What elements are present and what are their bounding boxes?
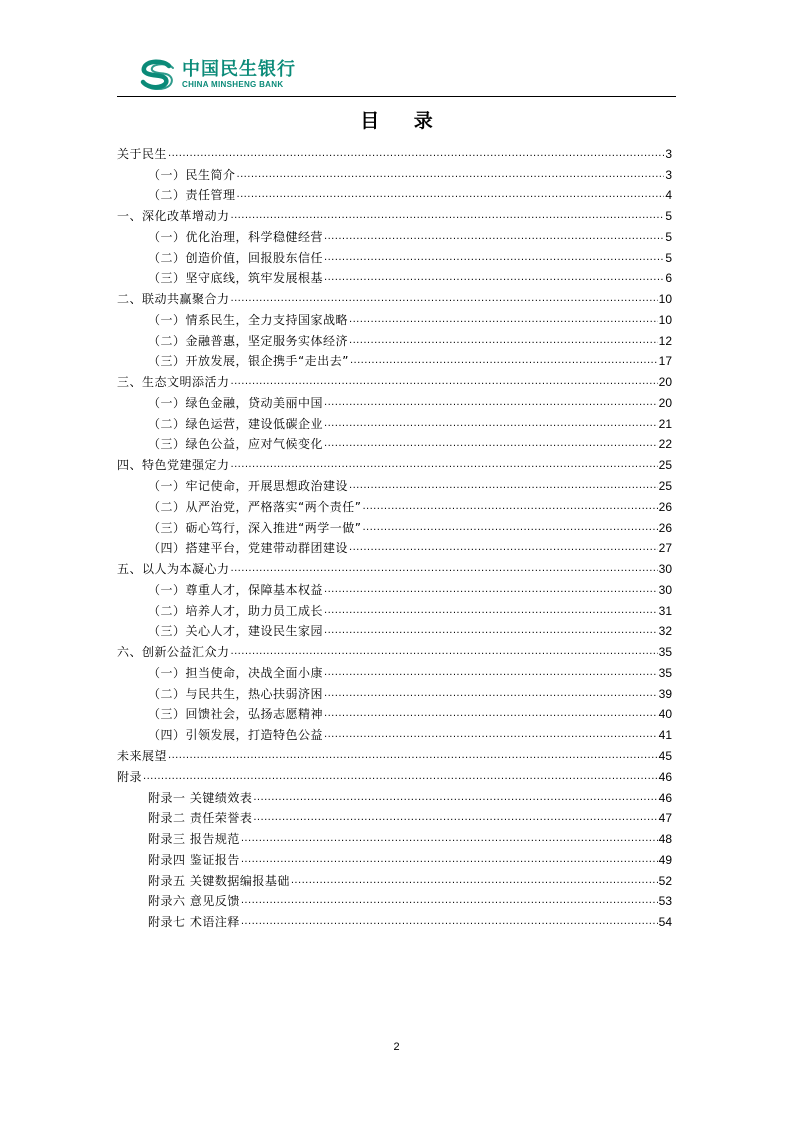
toc-entry-page: 22 — [658, 437, 672, 452]
toc-entry-page: 10 — [658, 312, 672, 327]
toc-entry[interactable] — [117, 514, 672, 535]
toc-entry-label: 附录五 关键数据编报基础 — [148, 873, 290, 888]
toc-entry[interactable] — [117, 846, 672, 867]
logo-text — [182, 60, 296, 90]
toc-entry-page: 26 — [658, 499, 672, 514]
toc-dot-leader — [324, 728, 658, 742]
toc-entry[interactable] — [117, 763, 672, 784]
toc-dot-leader — [241, 894, 658, 908]
toc-dot-leader — [231, 458, 658, 472]
toc-entry-page: 12 — [658, 333, 672, 348]
toc-entry[interactable] — [117, 721, 672, 742]
toc-entry-page: 41 — [658, 728, 672, 743]
toc-entry-label: （四）引领发展，打造特色公益 — [148, 728, 324, 743]
toc-entry-page: 30 — [658, 582, 672, 597]
toc-entry[interactable] — [117, 265, 672, 286]
toc-entry-label: （三）开放发展，银企携手“走出去” — [148, 354, 349, 369]
toc-entry-label: （二）金融普惠，坚定服务实体经济 — [148, 333, 349, 348]
toc-entry-label: （二）责任管理 — [148, 188, 236, 203]
toc-dot-leader — [168, 147, 664, 161]
toc-entry[interactable] — [117, 244, 672, 265]
toc-entry-page: 45 — [658, 748, 672, 763]
toc-entry-label: 三、生态文明添活力 — [117, 375, 230, 390]
toc-entry-label: （一）民生简介 — [148, 167, 236, 182]
toc-entry-page: 26 — [658, 520, 672, 535]
toc-entry-page: 20 — [658, 375, 672, 390]
toc-entry[interactable] — [117, 285, 672, 306]
toc-entry-page: 30 — [658, 562, 672, 577]
toc-entry-page: 31 — [658, 603, 672, 618]
logo-chinese-name: 中国民生银行 — [182, 59, 296, 80]
toc-dot-leader — [231, 562, 658, 576]
toc-dot-leader — [241, 832, 658, 846]
toc-dot-leader — [362, 521, 657, 535]
toc-dot-leader — [324, 230, 664, 244]
header-divider — [117, 96, 676, 97]
toc-entry-page: 54 — [658, 915, 672, 930]
toc-entry-page: 6 — [665, 271, 672, 286]
toc-entry-label: （二）培养人才，助力员工成长 — [148, 603, 324, 618]
toc-entry[interactable] — [117, 659, 672, 680]
toc-entry-page: 21 — [658, 416, 672, 431]
toc-dot-leader — [349, 313, 658, 327]
toc-dot-leader — [324, 624, 658, 638]
toc-dot-leader — [349, 541, 658, 555]
toc-entry-page: 5 — [665, 229, 672, 244]
toc-dot-leader — [324, 604, 658, 618]
toc-entry[interactable] — [117, 805, 672, 826]
toc-dot-leader — [231, 292, 658, 306]
toc-entry[interactable] — [117, 576, 672, 597]
toc-dot-leader — [324, 417, 658, 431]
toc-entry-label: 五、以人为本凝心力 — [117, 562, 230, 577]
toc-entry-label: （四）搭建平台，党建带动群团建设 — [148, 541, 349, 556]
toc-entry[interactable] — [117, 493, 672, 514]
toc-entry-page: 35 — [658, 665, 672, 680]
toc-entry[interactable] — [117, 825, 672, 846]
page-number: 2 — [393, 1041, 400, 1053]
toc-dot-leader — [350, 354, 658, 368]
toc-entry-page: 53 — [658, 894, 672, 909]
toc-entry-label: 附录四 鉴证报告 — [148, 852, 240, 867]
toc-entry-label: （三）坚守底线，筑牢发展根基 — [148, 271, 324, 286]
toc-entry-page: 52 — [658, 873, 672, 888]
toc-entry[interactable] — [117, 742, 672, 763]
toc-entry-page: 3 — [665, 167, 672, 182]
toc-entry-page: 35 — [658, 645, 672, 660]
toc-entry[interactable] — [117, 161, 672, 182]
toc-entry-label: （一）尊重人才，保障基本权益 — [148, 582, 324, 597]
toc-entry-page: 5 — [665, 209, 672, 224]
toc-dot-leader — [253, 791, 657, 805]
toc-dot-leader — [324, 707, 658, 721]
toc-dot-leader — [231, 209, 665, 223]
toc-entry[interactable] — [117, 140, 672, 161]
toc-entry-label: 附录七 术语注释 — [148, 915, 240, 930]
toc-dot-leader — [324, 687, 658, 701]
toc-entry-label: 附录 — [117, 769, 143, 784]
toc-entry[interactable] — [117, 597, 672, 618]
minsheng-logo-icon — [138, 59, 178, 91]
toc-entry-label: （一）情系民生，全力支持国家战略 — [148, 312, 349, 327]
toc-entry[interactable] — [117, 327, 672, 348]
toc-entry-label: 附录一 关键绩效表 — [148, 790, 253, 805]
toc-entry[interactable] — [117, 867, 672, 888]
toc-dot-leader — [362, 500, 657, 514]
toc-entry[interactable] — [117, 451, 672, 472]
toc-entry-label: 附录六 意见反馈 — [148, 894, 240, 909]
toc-entry-page: 3 — [665, 146, 672, 161]
toc-dot-leader — [324, 396, 658, 410]
toc-entry-page: 20 — [658, 395, 672, 410]
toc-entry-label: （一）优化治理，科学稳健经营 — [148, 229, 324, 244]
toc-dot-leader — [237, 188, 665, 202]
toc-dot-leader — [324, 583, 658, 597]
toc-entry-label: （三）绿色公益，应对气候变化 — [148, 437, 324, 452]
toc-entry-label: 一、深化改革增动力 — [117, 209, 230, 224]
toc-entry-label: 四、特色党建强定力 — [117, 458, 230, 473]
toc-entry-page: 5 — [665, 250, 672, 265]
header — [138, 58, 296, 92]
toc-dot-leader — [324, 251, 664, 265]
toc-entry[interactable] — [117, 638, 672, 659]
toc-entry-page: 10 — [658, 292, 672, 307]
toc-entry[interactable] — [117, 389, 672, 410]
toc-title: 目 录 — [360, 110, 447, 132]
toc-entry-page: 39 — [658, 686, 672, 701]
toc-entry[interactable] — [117, 368, 672, 389]
toc-entry-label: （一）担当使命，决战全面小康 — [148, 665, 324, 680]
toc-entry-label: （三）关心人才，建设民生家园 — [148, 624, 324, 639]
toc-entry-page: 27 — [658, 541, 672, 556]
toc-entry-page: 46 — [658, 769, 672, 784]
toc-dot-leader — [324, 271, 664, 285]
toc-entry-label: 六、创新公益汇众力 — [117, 645, 230, 660]
toc-entry[interactable] — [117, 618, 672, 639]
toc-dot-leader — [231, 375, 658, 389]
toc-entry[interactable] — [117, 535, 672, 556]
toc-entry[interactable] — [117, 182, 672, 203]
toc-entry-page: 25 — [658, 479, 672, 494]
toc-entry[interactable] — [117, 223, 672, 244]
toc-dot-leader — [324, 666, 658, 680]
toc-entry-label: （二）创造价值，回报股东信任 — [148, 250, 324, 265]
toc-dot-leader — [324, 437, 658, 451]
logo-english-name: CHINA MINSHENG BANK — [182, 80, 284, 89]
toc-entry-page: 25 — [658, 458, 672, 473]
toc-dot-leader — [143, 770, 658, 784]
toc-entry-label: （三）回馈社会，弘扬志愿精神 — [148, 707, 324, 722]
toc-dot-leader — [237, 168, 665, 182]
toc-entry[interactable] — [117, 348, 672, 369]
toc-entry[interactable] — [117, 431, 672, 452]
toc-entry[interactable] — [117, 888, 672, 909]
toc-entry-label: 附录二 责任荣誉表 — [148, 811, 253, 826]
toc-dot-leader — [291, 874, 658, 888]
toc-entry[interactable] — [117, 908, 672, 929]
toc-entry-page: 4 — [665, 188, 672, 203]
toc-entry-label: 附录三 报告规范 — [148, 832, 240, 847]
toc-entry-label: 未来展望 — [117, 748, 168, 763]
toc-entry[interactable] — [117, 306, 672, 327]
toc-entry-label: （三）砺心笃行，深入推进“两学一做” — [148, 520, 362, 535]
toc-entry-page: 46 — [658, 790, 672, 805]
toc-entry[interactable] — [117, 555, 672, 576]
toc-entry[interactable] — [117, 701, 672, 722]
toc-entry-label: 关于民生 — [117, 146, 168, 161]
toc-entry[interactable] — [117, 680, 672, 701]
toc-dot-leader — [231, 645, 658, 659]
toc-dot-leader — [168, 749, 658, 763]
toc-dot-leader — [253, 811, 657, 825]
toc-dot-leader — [349, 479, 658, 493]
toc-entry-page: 49 — [658, 852, 672, 867]
toc-entry-page: 48 — [658, 832, 672, 847]
toc-entry-page: 17 — [658, 354, 672, 369]
toc-entry[interactable] — [117, 784, 672, 805]
toc-entry-page: 47 — [658, 811, 672, 826]
toc-entry[interactable] — [117, 410, 672, 431]
toc-entry-label: 二、联动共赢聚合力 — [117, 292, 230, 307]
table-of-contents — [117, 140, 672, 929]
toc-entry-page: 40 — [658, 707, 672, 722]
toc-entry[interactable] — [117, 202, 672, 223]
toc-dot-leader — [241, 853, 658, 867]
toc-entry-label: （二）与民共生，热心扶弱济困 — [148, 686, 324, 701]
toc-entry-label: （一）牢记使命，开展思想政治建设 — [148, 479, 349, 494]
toc-entry-page: 32 — [658, 624, 672, 639]
toc-entry-label: （二）绿色运营，建设低碳企业 — [148, 416, 324, 431]
toc-entry-label: （一）绿色金融，贷动美丽中国 — [148, 395, 324, 410]
toc-entry[interactable] — [117, 472, 672, 493]
toc-dot-leader — [349, 334, 658, 348]
toc-dot-leader — [241, 915, 658, 929]
toc-entry-label: （二）从严治党，严格落实“两个责任” — [148, 499, 362, 514]
